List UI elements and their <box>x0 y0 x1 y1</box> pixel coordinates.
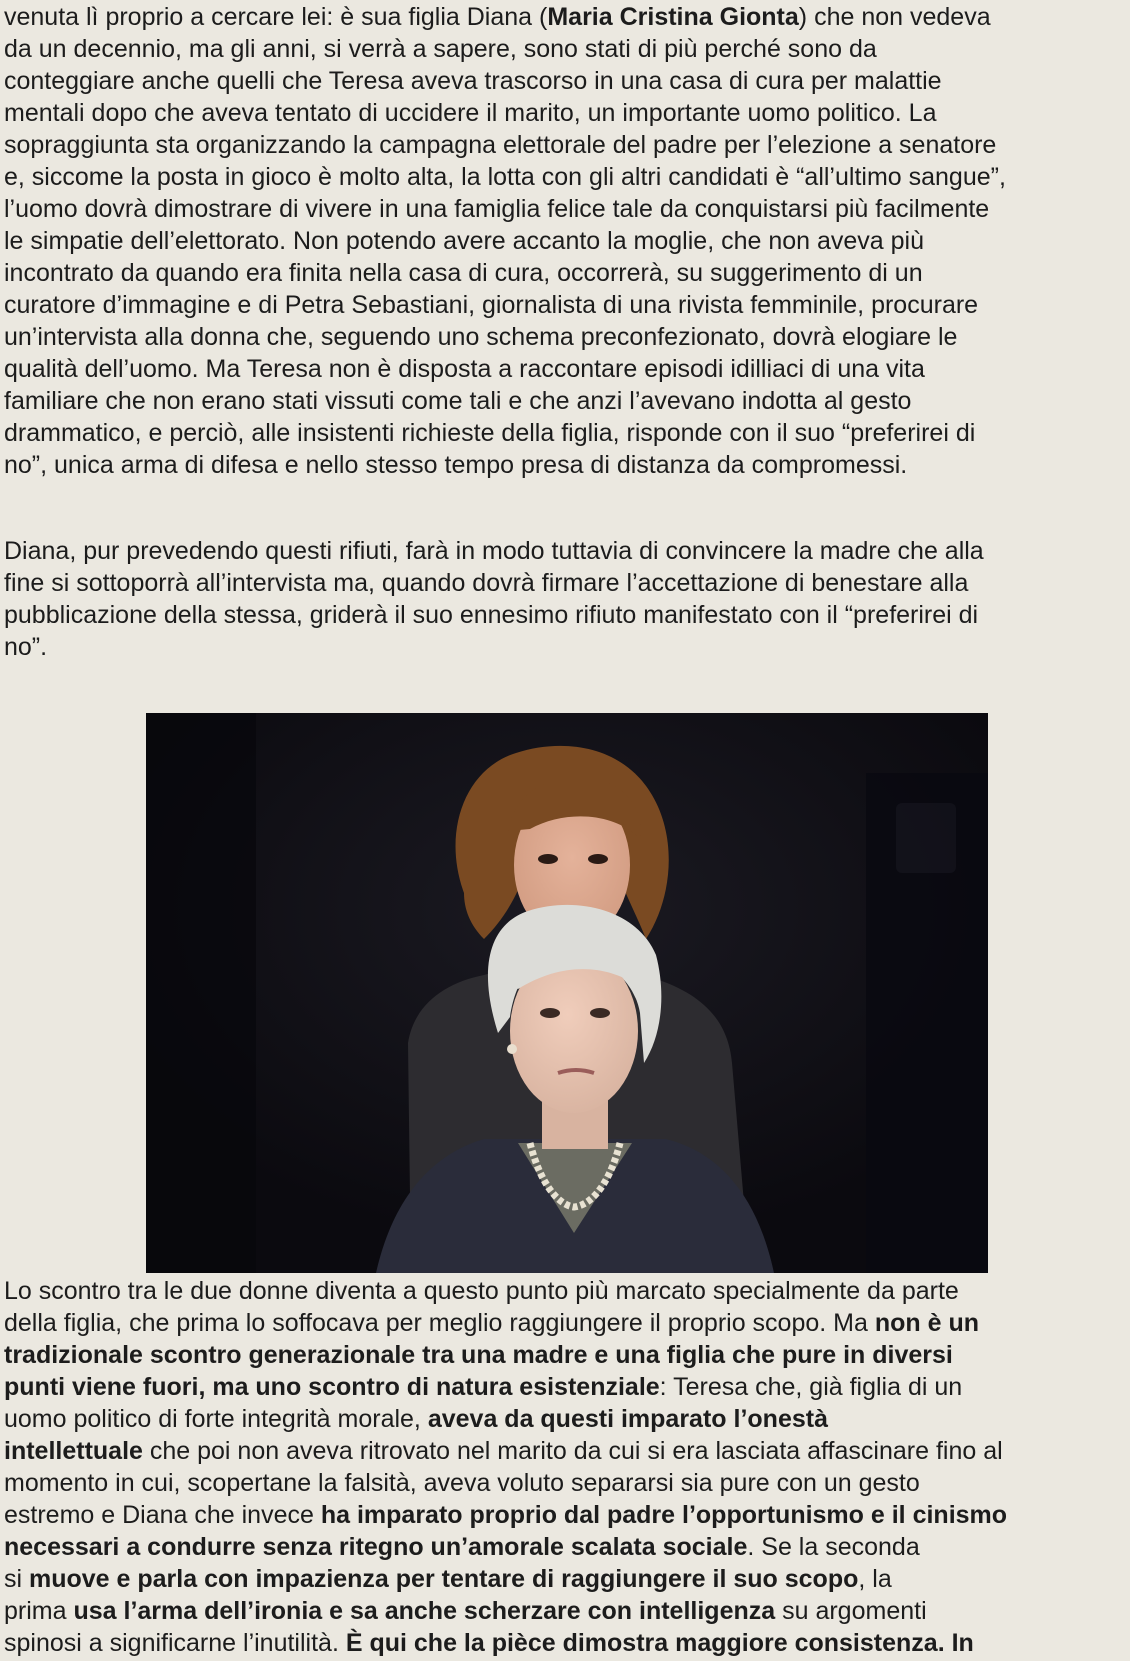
text-line <box>4 599 984 631</box>
bold-text: usa l’arma dell’ironia e sa anche scherzare con intelligenza <box>73 1597 776 1625</box>
paragraph-clash <box>0 1275 1007 1659</box>
text-span: l’uomo dovrà dimostrare di vivere in una famiglia felice tale da conquistarsi più facilmente <box>4 195 990 223</box>
text-line <box>4 1403 1007 1435</box>
text-span: un’intervista alla donna che, seguendo uno schema preconfezionato, dovrà elogiare le <box>4 323 958 351</box>
text-line <box>4 97 1006 129</box>
bold-text: aveva da questi imparato l’onestà <box>427 1405 828 1433</box>
text-line <box>4 33 1006 65</box>
text-line <box>4 1371 1007 1403</box>
text-line <box>4 65 1006 97</box>
text-line <box>4 1307 1007 1339</box>
text-line <box>4 129 1006 161</box>
text-span: e, siccome la posta in gioco è molto alta, la lotta con gli altri candidati è “all’ultimo sangue”, <box>4 163 1006 191</box>
text-line <box>4 535 984 567</box>
text-span: venuta lì proprio a cercare lei: è sua figlia Diana ( <box>4 3 548 31</box>
text-line <box>4 1 1006 33</box>
text-line <box>4 161 1006 193</box>
text-span: uomo politico di forte integrità morale, <box>4 1405 428 1433</box>
text-span: spinosi a significarne l’inutilità. <box>4 1629 346 1657</box>
text-span: Diana, pur prevedendo questi rifiuti, farà in modo tuttavia di convincere la madre che alla <box>4 537 984 565</box>
bold-text: intellettuale <box>4 1437 143 1465</box>
text-span: . Se la seconda <box>747 1533 920 1561</box>
bold-text: È qui che la pièce dimostra maggiore consistenza. In <box>345 1629 974 1657</box>
text-line <box>4 1563 1007 1595</box>
text-span: no”, unica arma di difesa e nello stesso tempo presa di distanza da compromessi. <box>4 451 908 479</box>
text-line <box>4 353 1006 385</box>
text-line <box>4 1531 1007 1563</box>
text-span: su argomenti <box>775 1597 927 1625</box>
bold-text: muove e parla con impazienza per tentare di raggiungere il suo scopo <box>29 1565 859 1593</box>
text-span: prima <box>4 1597 74 1625</box>
text-span: della figlia, che prima lo soffocava per meglio raggiungere il proprio scopo. Ma <box>4 1309 875 1337</box>
paragraph-interview <box>0 535 984 663</box>
text-span: conteggiare anche quelli che Teresa aveva trascorso in una casa di cura per malattie <box>4 67 942 95</box>
text-span: ) che non vedeva <box>798 3 991 31</box>
text-span: sopraggiunta sta organizzando la campagna elettorale del padre per l’elezione a senatore <box>4 131 997 159</box>
text-line <box>4 225 1006 257</box>
text-line <box>4 449 1006 481</box>
text-span: momento in cui, scopertane la falsità, aveva voluto separarsi sia pure con un gesto <box>4 1469 920 1497</box>
text-line <box>4 289 1006 321</box>
text-line <box>4 1627 1007 1659</box>
stage-photo-illustration <box>146 713 988 1273</box>
bold-text: Maria Cristina Gionta <box>547 3 799 31</box>
bold-text: necessari a condurre senza ritegno un’amorale scalata sociale <box>4 1533 748 1561</box>
text-span: familiare che non erano stati vissuti come tali e che anzi l’avevano indotta al gesto <box>4 387 912 415</box>
text-span: fine si sottoporrà all’intervista ma, quando dovrà firmare l’accettazione di benestare alla <box>4 569 969 597</box>
text-line <box>4 1435 1007 1467</box>
text-line <box>4 417 1006 449</box>
text-span: , la <box>858 1565 892 1593</box>
text-line <box>4 385 1006 417</box>
stage-photo <box>146 713 988 1273</box>
text-line <box>4 257 1006 289</box>
text-line <box>4 1595 1007 1627</box>
bold-text: punti viene fuori, ma uno scontro di natura esistenziale <box>4 1373 660 1401</box>
text-span: qualità dell’uomo. Ma Teresa non è disposta a raccontare episodi idilliaci di una vita <box>4 355 925 383</box>
bold-text: tradizionale scontro generazionale tra una madre e una figlia che pure in diversi <box>4 1341 953 1369</box>
text-span: incontrato da quando era finita nella casa di cura, occorrerà, su suggerimento di un <box>4 259 923 287</box>
text-span: pubblicazione della stessa, griderà il suo ennesimo rifiuto manifestato con il “preferirei di <box>4 601 979 629</box>
text-line <box>4 1275 1007 1307</box>
text-line <box>4 631 984 663</box>
text-span: Lo scontro tra le due donne diventa a questo punto più marcato specialmente da parte <box>4 1277 959 1305</box>
text-span: drammatico, e perciò, alle insistenti richieste della figlia, risponde con il suo “preferirei di <box>4 419 976 447</box>
text-line <box>4 193 1006 225</box>
paragraph-intro <box>0 1 1006 481</box>
bold-text: ha imparato proprio dal padre l’opportunismo e il cinismo <box>320 1501 1008 1529</box>
text-line <box>4 321 1006 353</box>
text-span: le simpatie dell’elettorato. Non potendo avere accanto la moglie, che non aveva più <box>4 227 925 255</box>
text-span: curatore d’immagine e di Petra Sebastiani, giornalista di una rivista femminile, procurare <box>4 291 979 319</box>
text-line <box>4 1467 1007 1499</box>
text-span: da un decennio, ma gli anni, si verrà a sapere, sono stati di più perché sono da <box>4 35 877 63</box>
bold-text: non è un <box>874 1309 979 1337</box>
text-span: : Teresa che, già figlia di un <box>659 1373 963 1401</box>
text-line <box>4 1339 1007 1371</box>
text-span: si <box>4 1565 29 1593</box>
text-span: estremo e Diana che invece <box>4 1501 321 1529</box>
text-line <box>4 567 984 599</box>
text-span: no”. <box>4 633 48 661</box>
text-line <box>4 1499 1007 1531</box>
text-span: mentali dopo che aveva tentato di uccidere il marito, un importante uomo politico. La <box>4 99 937 127</box>
text-span: che poi non aveva ritrovato nel marito da cui si era lasciata affascinare fino al <box>142 1437 1003 1465</box>
